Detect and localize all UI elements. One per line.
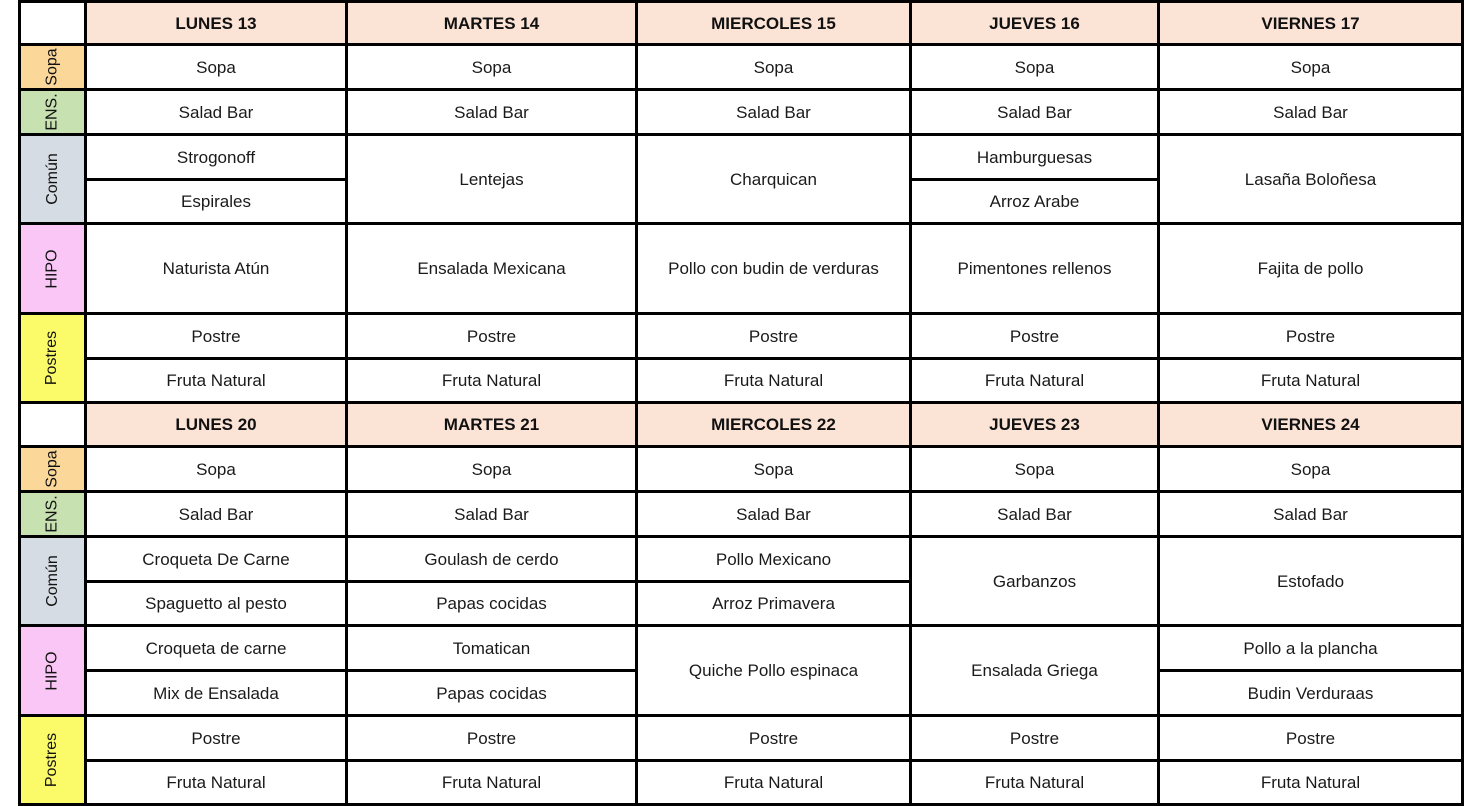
hipo-dish: Papas cocidas (345, 669, 638, 717)
category-hipo (18, 624, 87, 717)
postre-cell: Postre (1157, 312, 1464, 360)
fruta-cell: Fruta Natural (345, 357, 638, 404)
sopa-cell: Sopa (635, 445, 912, 493)
postre-cell: Postre (909, 312, 1160, 360)
category-label: Común (43, 153, 61, 205)
comun-dish: Lentejas (345, 133, 638, 225)
salad-cell: Salad Bar (909, 490, 1160, 538)
comun-dish: Strogonoff (84, 133, 348, 181)
hipo-dish: Pollo con budin de verduras (635, 222, 912, 315)
category-sopa (18, 43, 87, 91)
hipo-dish: Ensalada Mexicana (345, 222, 638, 315)
category-postres (18, 312, 87, 404)
day-header: MIERCOLES 15 (635, 0, 912, 46)
day-header: LUNES 20 (84, 401, 348, 448)
comun-dish: Goulash de cerdo (345, 535, 638, 583)
hipo-dish: Quiche Pollo espinaca (635, 624, 912, 717)
sopa-cell: Sopa (1157, 445, 1464, 493)
hipo-dish: Pimentones rellenos (909, 222, 1160, 315)
comun-dish: Arroz Primavera (635, 580, 912, 627)
corner-cell (18, 0, 87, 46)
comun-dish: Garbanzos (909, 535, 1160, 627)
salad-cell: Salad Bar (84, 88, 348, 136)
salad-cell: Salad Bar (909, 88, 1160, 136)
fruta-cell: Fruta Natural (635, 759, 912, 806)
corner-cell (18, 401, 87, 448)
category-label: Común (43, 555, 61, 607)
fruta-cell: Fruta Natural (909, 357, 1160, 404)
comun-dish: Lasaña Boloñesa (1157, 133, 1464, 225)
sopa-cell: Sopa (635, 43, 912, 91)
salad-cell: Salad Bar (635, 88, 912, 136)
category-ensalada (18, 88, 87, 136)
day-header: MARTES 21 (345, 401, 638, 448)
hipo-dish: Pollo a la plancha (1157, 624, 1464, 672)
comun-dish: Espirales (84, 178, 348, 225)
comun-dish: Hamburguesas (909, 133, 1160, 181)
hipo-dish: Mix de Ensalada (84, 669, 348, 717)
day-header: VIERNES 17 (1157, 0, 1464, 46)
fruta-cell: Fruta Natural (345, 759, 638, 806)
postre-cell: Postre (345, 714, 638, 762)
category-comun (18, 133, 87, 225)
postre-cell: Postre (635, 312, 912, 360)
category-label: Postres (43, 732, 61, 788)
fruta-cell: Fruta Natural (635, 357, 912, 404)
postre-cell: Postre (909, 714, 1160, 762)
fruta-cell: Fruta Natural (84, 759, 348, 806)
hipo-dish: Budin Verduraas (1157, 669, 1464, 717)
category-label: HIPO (43, 650, 61, 691)
salad-cell: Salad Bar (1157, 88, 1464, 136)
postre-cell: Postre (345, 312, 638, 360)
comun-dish: Papas cocidas (345, 580, 638, 627)
day-header: MARTES 14 (345, 0, 638, 46)
comun-dish: Croqueta De Carne (84, 535, 348, 583)
salad-cell: Salad Bar (345, 88, 638, 136)
category-label: Sopa (43, 450, 61, 488)
comun-dish: Spaguetto al pesto (84, 580, 348, 627)
category-sopa (18, 445, 87, 493)
hipo-dish: Fajita de pollo (1157, 222, 1464, 315)
hipo-dish: Naturista Atún (84, 222, 348, 315)
day-header: VIERNES 24 (1157, 401, 1464, 448)
postre-cell: Postre (84, 312, 348, 360)
fruta-cell: Fruta Natural (84, 357, 348, 404)
category-label: HIPO (43, 248, 61, 289)
hipo-dish: Croqueta de carne (84, 624, 348, 672)
day-header: LUNES 13 (84, 0, 348, 46)
sopa-cell: Sopa (84, 445, 348, 493)
sopa-cell: Sopa (345, 43, 638, 91)
postre-cell: Postre (635, 714, 912, 762)
day-header: MIERCOLES 22 (635, 401, 912, 448)
hipo-dish: Ensalada Griega (909, 624, 1160, 717)
fruta-cell: Fruta Natural (1157, 759, 1464, 806)
fruta-cell: Fruta Natural (1157, 357, 1464, 404)
category-ensalada (18, 490, 87, 538)
fruta-cell: Fruta Natural (909, 759, 1160, 806)
day-header: JUEVES 16 (909, 0, 1160, 46)
postre-cell: Postre (1157, 714, 1464, 762)
category-postres (18, 714, 87, 806)
sopa-cell: Sopa (345, 445, 638, 493)
salad-cell: Salad Bar (84, 490, 348, 538)
comun-dish: Arroz Arabe (909, 178, 1160, 225)
hipo-dish: Tomatican (345, 624, 638, 672)
category-label: Postres (43, 330, 61, 386)
sopa-cell: Sopa (909, 445, 1160, 493)
sopa-cell: Sopa (84, 43, 348, 91)
day-header: JUEVES 23 (909, 401, 1160, 448)
comun-dish: Pollo Mexicano (635, 535, 912, 583)
category-label: Sopa (43, 48, 61, 86)
category-comun (18, 535, 87, 627)
salad-cell: Salad Bar (345, 490, 638, 538)
comun-dish: Estofado (1157, 535, 1464, 627)
category-hipo (18, 222, 87, 315)
category-label: ENS. (43, 93, 61, 131)
salad-cell: Salad Bar (1157, 490, 1464, 538)
category-label: ENS. (43, 495, 61, 533)
salad-cell: Salad Bar (635, 490, 912, 538)
sopa-cell: Sopa (1157, 43, 1464, 91)
sopa-cell: Sopa (909, 43, 1160, 91)
comun-dish: Charquican (635, 133, 912, 225)
postre-cell: Postre (84, 714, 348, 762)
